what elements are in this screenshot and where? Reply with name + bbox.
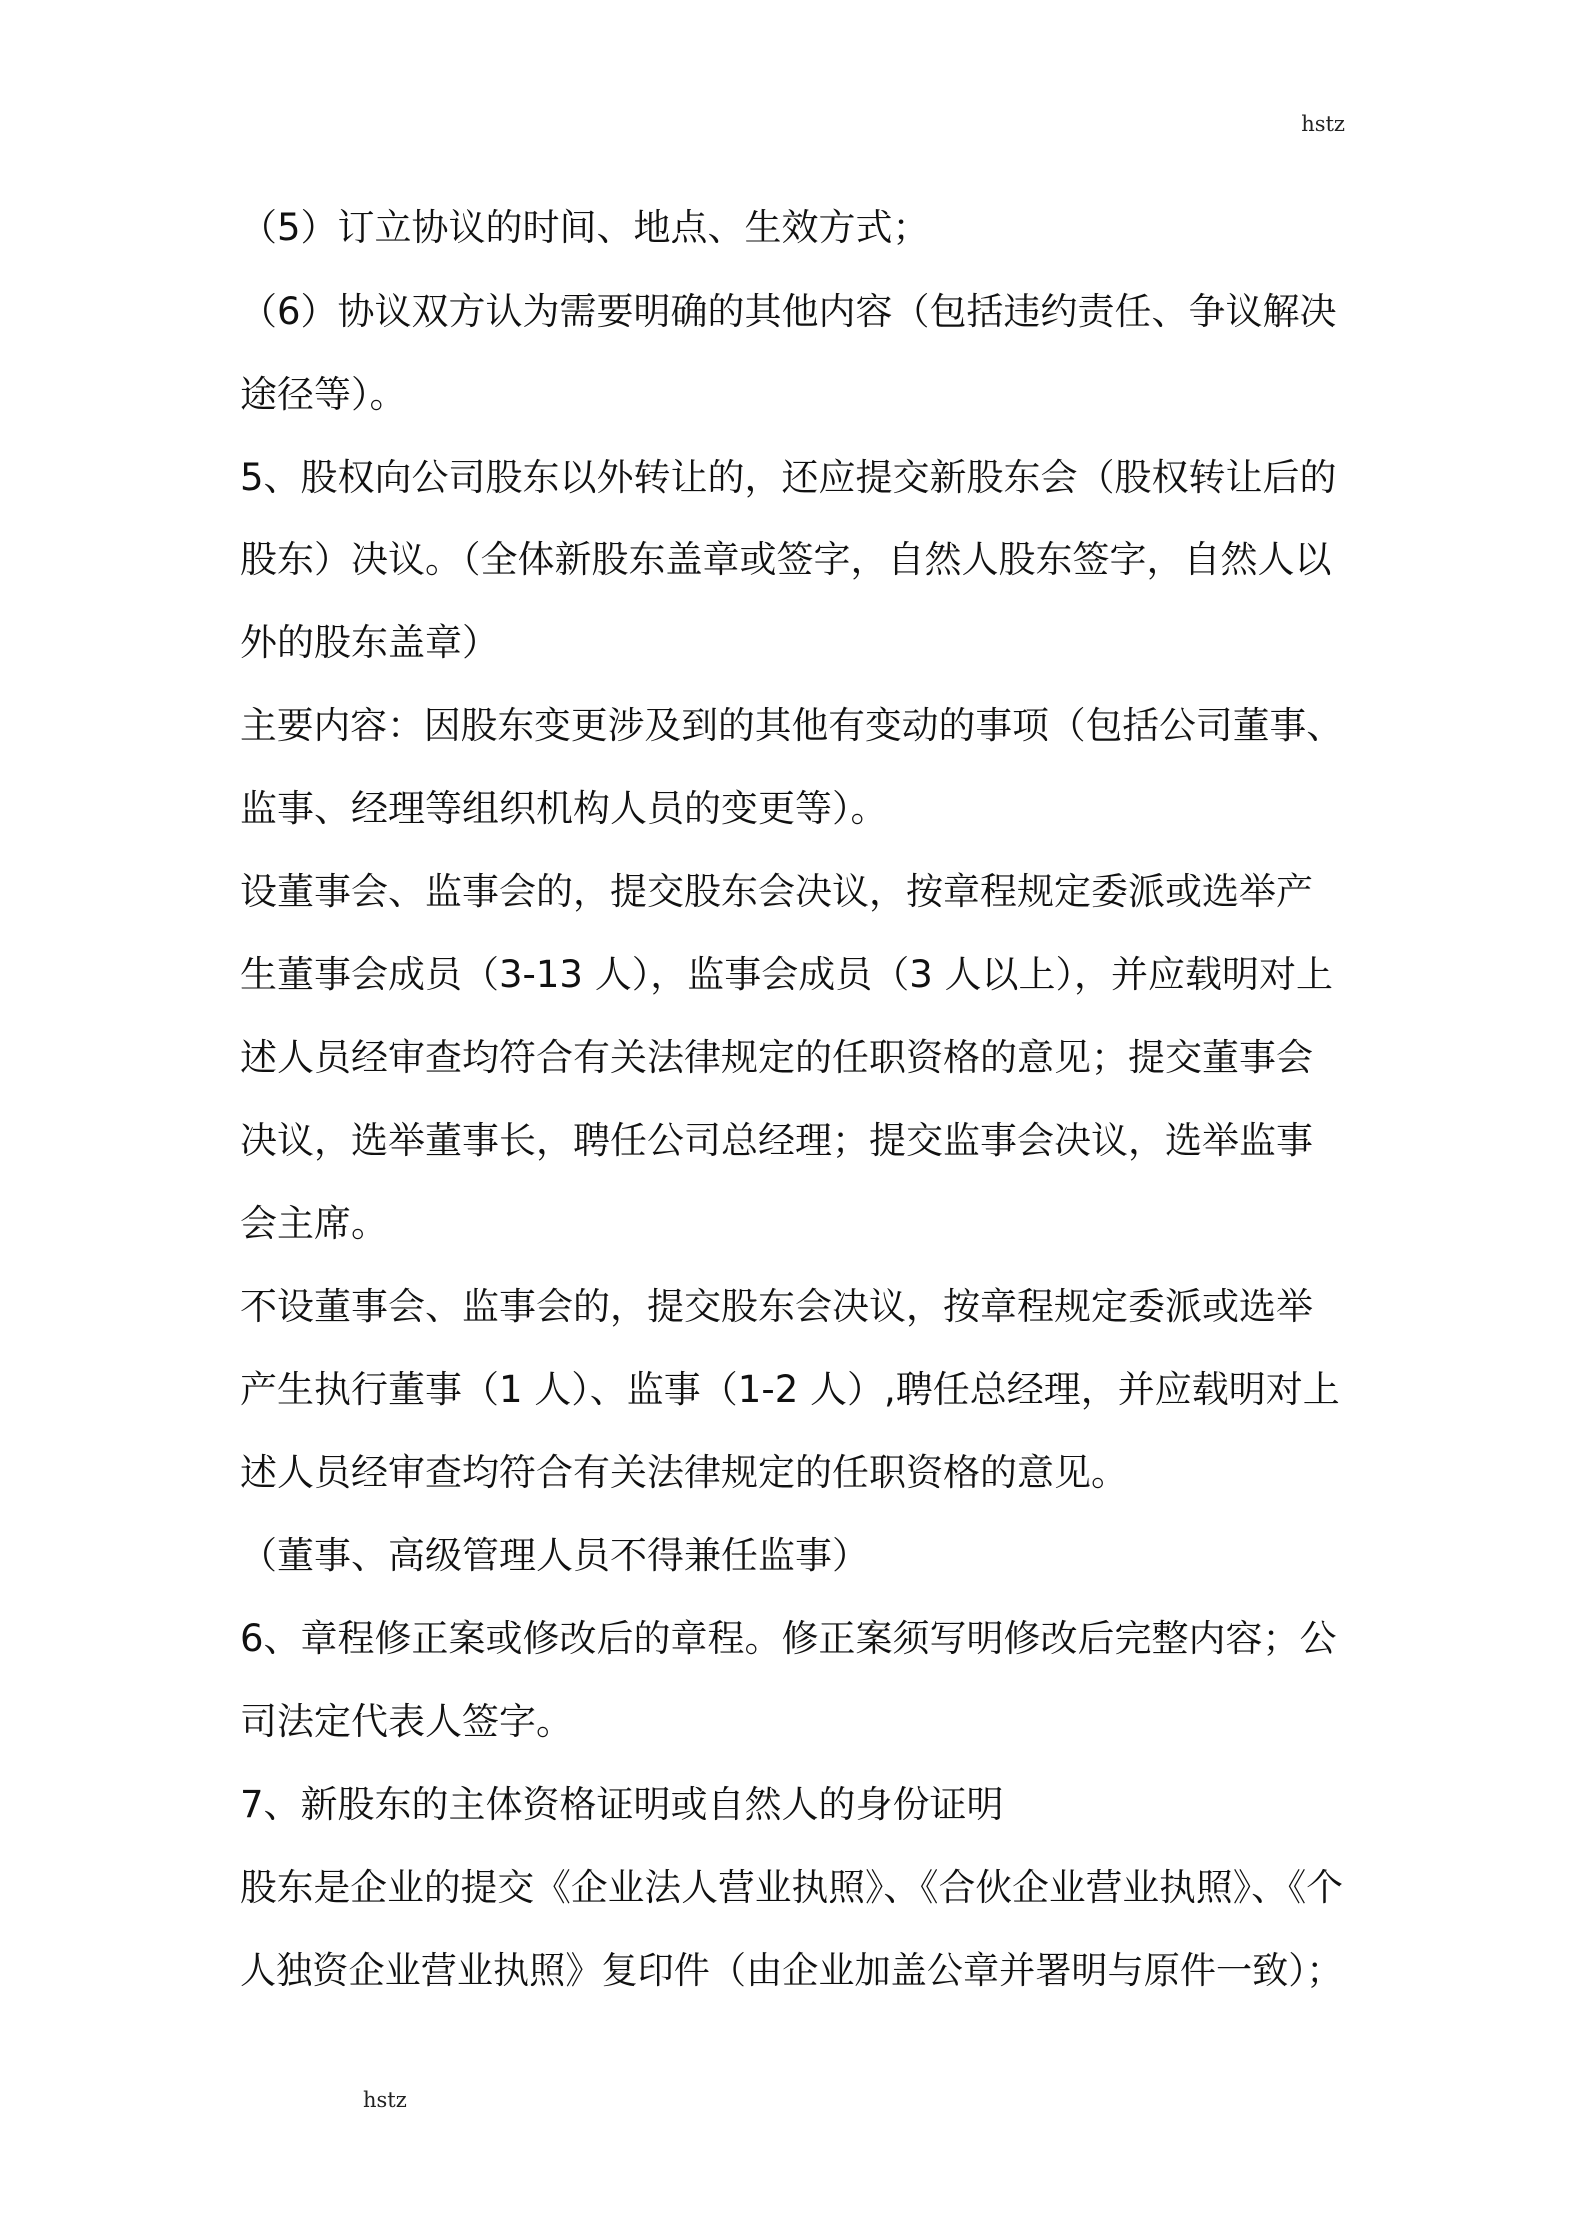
text-line: （5）订立协议的时间、地点、生效方式；	[240, 206, 930, 249]
text-line: 述人员经审查均符合有关法律规定的任职资格的意见；提交董事会	[240, 1036, 1313, 1079]
page-footer: hstz	[363, 2088, 407, 2112]
text-line: 不设董事会、监事会的，提交股东会决议，按章程规定委派或选举	[240, 1285, 1313, 1328]
text-line: 设董事会、监事会的，提交股东会决议，按章程规定委派或选举产	[240, 870, 1313, 913]
text-line: （6）协议双方认为需要明确的其他内容（包括违约责任、争议解决	[240, 290, 1337, 333]
text-line: 司法定代表人签字。	[240, 1700, 573, 1743]
text-line: 6、章程修正案或修改后的章程。修正案须写明修改后完整内容；公	[240, 1617, 1337, 1660]
text-line: 生董事会成员（3-13 人），监事会成员（3 人以上），并应载明对上	[240, 953, 1334, 996]
text-line: （董事、高级管理人员不得兼任监事）	[240, 1534, 869, 1577]
text-line: 股东是企业的提交《企业法人营业执照》、《合伙企业营业执照》、《个	[240, 1866, 1343, 1909]
text-line: 人独资企业营业执照》复印件（由企业加盖公章并署明与原件一致）；	[240, 1949, 1343, 1992]
page-header: hstz	[1301, 112, 1345, 136]
text-line: 5、股权向公司股东以外转让的，还应提交新股东会（股权转让后的	[240, 456, 1337, 499]
text-line: 外的股东盖章）	[240, 621, 499, 664]
text-line: 主要内容：因股东变更涉及到的其他有变动的事项（包括公司董事、	[240, 704, 1343, 747]
text-line: 产生执行董事（1 人）、监事（1-2 人）,聘任总经理，并应载明对上	[240, 1368, 1340, 1411]
text-line: 述人员经审查均符合有关法律规定的任职资格的意见。	[240, 1451, 1128, 1494]
text-line: 7、新股东的主体资格证明或自然人的身份证明	[240, 1783, 1004, 1826]
text-line: 决议，选举董事长，聘任公司总经理；提交监事会决议，选举监事	[240, 1119, 1313, 1162]
text-line: 监事、经理等组织机构人员的变更等）。	[240, 787, 888, 830]
text-line: 会主席。	[240, 1202, 388, 1245]
text-line: 股东）决议。（全体新股东盖章或签字，自然人股东签字，自然人以	[240, 538, 1332, 581]
text-line: 途径等）。	[240, 373, 407, 416]
